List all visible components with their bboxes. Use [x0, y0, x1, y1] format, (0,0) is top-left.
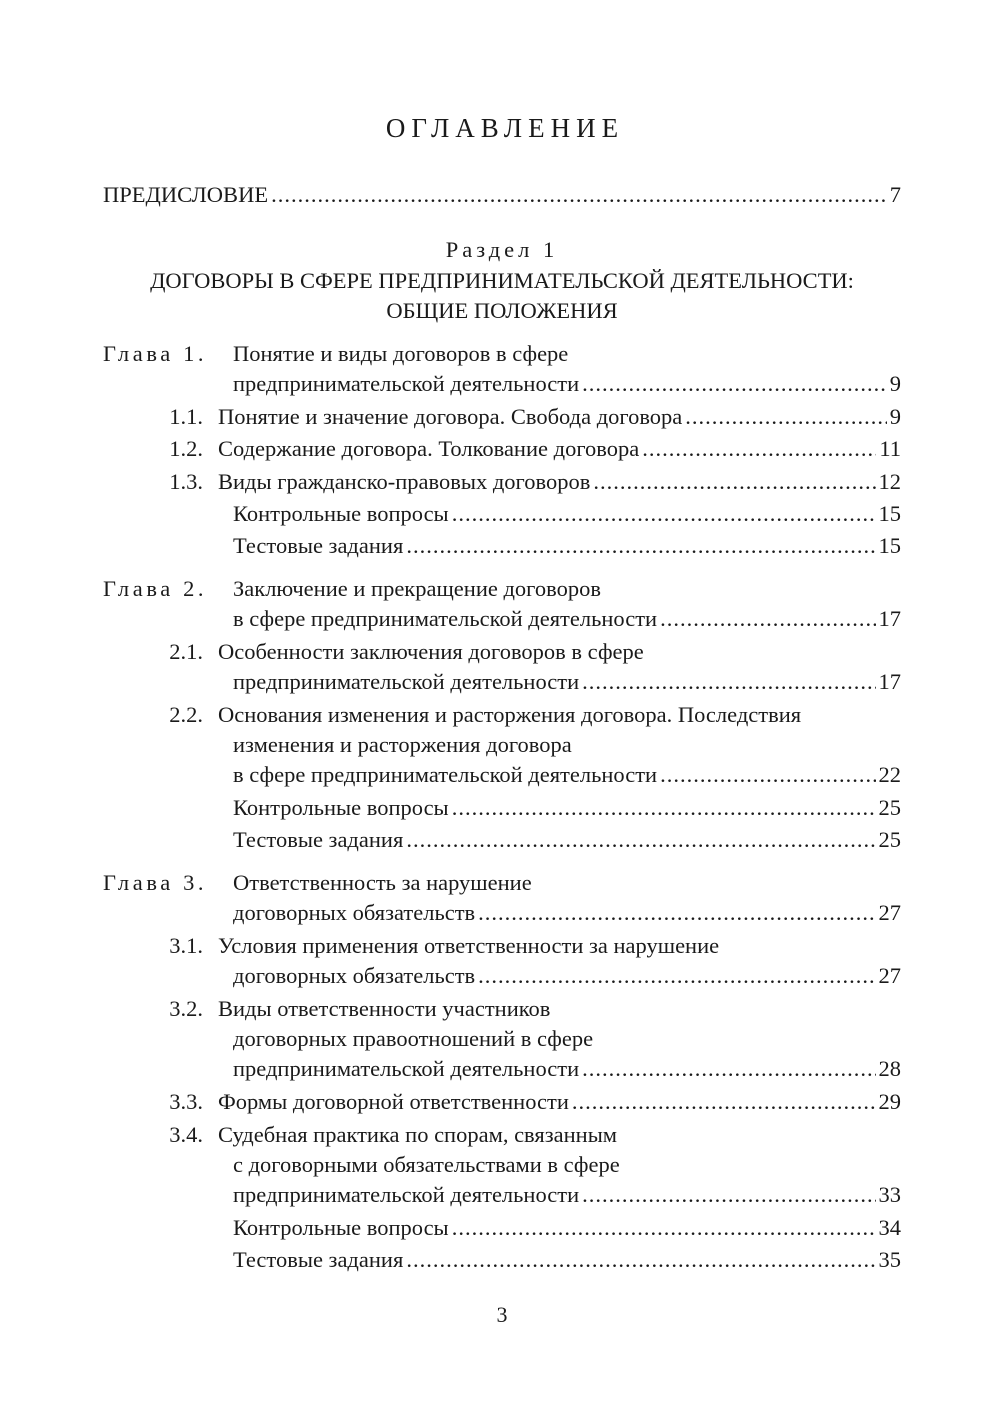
entry-page: 11: [879, 436, 901, 461]
entry-title: договорных правоотношений в сфере: [233, 1026, 594, 1051]
leader-dots: [593, 466, 875, 498]
leader-dots: [478, 960, 875, 992]
entry-number: 2.2.: [169, 702, 203, 727]
toc-entry-3-3[interactable]: [103, 1086, 901, 1118]
entry-title: Контрольные вопросы: [233, 501, 449, 526]
leader-dots: [406, 1244, 875, 1276]
entry-page: 12: [878, 469, 901, 494]
leader-dots: [660, 603, 875, 635]
entry-number: 1.3.: [169, 469, 203, 494]
entry-title: Тестовые задания: [233, 533, 404, 558]
leader-dots: [685, 401, 886, 433]
chapter-label: Глава 2.: [103, 576, 208, 601]
entry-title: Содержание договора. Толкование договора: [218, 436, 640, 461]
toc-entry-3-2[interactable]: [103, 993, 901, 1025]
leader-dots: [452, 1212, 876, 1244]
toc-entry-3-1[interactable]: [103, 930, 901, 962]
chapter-title: договорных обязательств: [233, 900, 476, 925]
entry-title: Формы договорной ответственности: [218, 1089, 569, 1114]
toc-entry-2-questions[interactable]: [103, 792, 901, 824]
entry-title: Виды гражданско-правовых договоров: [218, 469, 591, 494]
leader-dots: [582, 1053, 875, 1085]
entry-title: Условия применения ответственности за нарушение: [218, 933, 720, 958]
entry-number: 3.4.: [169, 1122, 203, 1147]
entry-title: в сфере предпринимательской деятельности: [233, 762, 658, 787]
leader-dots: [582, 666, 875, 698]
entry-title: Виды ответственности участников: [218, 996, 551, 1021]
entry-page: 15: [878, 501, 901, 526]
toc-entry-1-2[interactable]: [103, 433, 901, 465]
toc-entry-3-1-cont[interactable]: [103, 960, 901, 992]
leader-dots: [642, 433, 876, 465]
entry-title: Контрольные вопросы: [233, 795, 449, 820]
entry-page: 15: [878, 533, 901, 558]
section-heading-line1: ДОГОВОРЫ В СФЕРЕ ПРЕДПРИНИМАТЕЛЬСКОЙ ДЕЯТЕЛЬНОСТИ:: [150, 268, 854, 293]
entry-number: 3.1.: [169, 933, 203, 958]
entry-title: Судебная практика по спорам, связанным: [218, 1122, 618, 1147]
chapter-3-heading[interactable]: [103, 867, 901, 899]
entry-title: Тестовые задания: [233, 1247, 404, 1272]
toc-entry-2-1-cont[interactable]: [103, 666, 901, 698]
entry-title: Тестовые задания: [233, 827, 404, 852]
toc-entry-3-4[interactable]: [103, 1119, 901, 1151]
toc-entry-1-1[interactable]: [103, 401, 901, 433]
toc-entry-1-tests[interactable]: [103, 530, 901, 562]
toc-entry-1-questions[interactable]: [103, 498, 901, 530]
toc-page: [103, 0, 901, 1418]
toc-entry-3-4-cont2[interactable]: [103, 1179, 901, 1211]
entry-title: Контрольные вопросы: [233, 1215, 449, 1240]
entry-page: 7: [889, 182, 901, 207]
toc-entry-3-2-cont2[interactable]: [103, 1053, 901, 1085]
entry-title: Особенности заключения договоров в сфере: [218, 639, 644, 664]
toc-entry-2-2-cont[interactable]: [103, 729, 901, 761]
toc-entry-2-2[interactable]: [103, 699, 901, 731]
toc-title: ОГЛАВЛЕНИЕ: [385, 113, 625, 143]
leader-dots: [478, 897, 875, 929]
entry-page: 27: [878, 900, 901, 925]
entry-number: 1.2.: [169, 436, 203, 461]
entry-page: 29: [878, 1089, 901, 1114]
toc-entry-1-3[interactable]: [103, 466, 901, 498]
entry-page: 9: [889, 371, 901, 396]
leader-dots: [406, 824, 875, 856]
entry-number: 3.2.: [169, 996, 203, 1021]
entry-title: изменения и расторжения договора: [233, 732, 572, 757]
entry-number: 3.3.: [169, 1089, 203, 1114]
toc-entry-3-4-cont[interactable]: [103, 1149, 901, 1181]
entry-page: 27: [878, 963, 901, 988]
chapter-title: Понятие и виды договоров в сфере: [233, 341, 569, 366]
chapter-title: Ответственность за нарушение: [233, 870, 532, 895]
leader-dots: [582, 368, 887, 400]
leader-dots: [452, 498, 876, 530]
entry-title: Основания изменения и расторжения договора. Последствия: [218, 702, 802, 727]
leader-dots: [452, 792, 876, 824]
toc-entry-preface[interactable]: [103, 179, 901, 211]
entry-number: 2.1.: [169, 639, 203, 664]
chapter-title: в сфере предпринимательской деятельности: [233, 606, 658, 631]
toc-entry-3-questions[interactable]: [103, 1212, 901, 1244]
entry-title: договорных обязательств: [233, 963, 476, 988]
chapter-title: предпринимательской деятельности: [233, 371, 580, 396]
entry-title: ПРЕДИСЛОВИЕ: [103, 182, 269, 207]
toc-entry-3-2-cont[interactable]: [103, 1023, 901, 1055]
toc-entry-2-2-cont2[interactable]: [103, 759, 901, 791]
entry-page: 28: [878, 1056, 901, 1081]
toc-entry-2-1[interactable]: [103, 636, 901, 668]
entry-page: 33: [878, 1182, 901, 1207]
leader-dots: [406, 530, 875, 562]
page-number: 3: [496, 1302, 508, 1327]
toc-entry-2-tests[interactable]: [103, 824, 901, 856]
entry-title: предпринимательской деятельности: [233, 1182, 580, 1207]
entry-page: 25: [878, 795, 901, 820]
chapter-label: Глава 1.: [103, 341, 208, 366]
entry-title: Понятие и значение договора. Свобода договора: [218, 404, 683, 429]
section-label: Раздел 1: [445, 237, 559, 262]
chapter-1-heading-cont[interactable]: [103, 368, 901, 400]
leader-dots: [271, 179, 887, 211]
chapter-title: Заключение и прекращение договоров: [233, 576, 601, 601]
entry-page: 17: [878, 669, 901, 694]
chapter-3-heading-cont[interactable]: [103, 897, 901, 929]
leader-dots: [582, 1179, 875, 1211]
entry-page: 25: [878, 827, 901, 852]
entry-title: с договорными обязательствами в сфере: [233, 1152, 620, 1177]
chapter-2-heading[interactable]: [103, 573, 901, 605]
entry-page: 22: [878, 762, 901, 787]
entry-page: 9: [889, 404, 901, 429]
entry-page: 34: [878, 1215, 901, 1240]
chapter-label: Глава 3.: [103, 870, 208, 895]
chapter-1-heading[interactable]: [103, 338, 901, 370]
entry-number: 1.1.: [169, 404, 203, 429]
leader-dots: [572, 1086, 876, 1118]
chapter-2-heading-cont[interactable]: [103, 603, 901, 635]
entry-title: предпринимательской деятельности: [233, 1056, 580, 1081]
entry-page: 17: [878, 606, 901, 631]
toc-entry-3-tests[interactable]: [103, 1244, 901, 1276]
leader-dots: [660, 759, 875, 791]
section-heading-line2: ОБЩИЕ ПОЛОЖЕНИЯ: [386, 298, 618, 323]
entry-title: предпринимательской деятельности: [233, 669, 580, 694]
entry-page: 35: [878, 1247, 901, 1272]
